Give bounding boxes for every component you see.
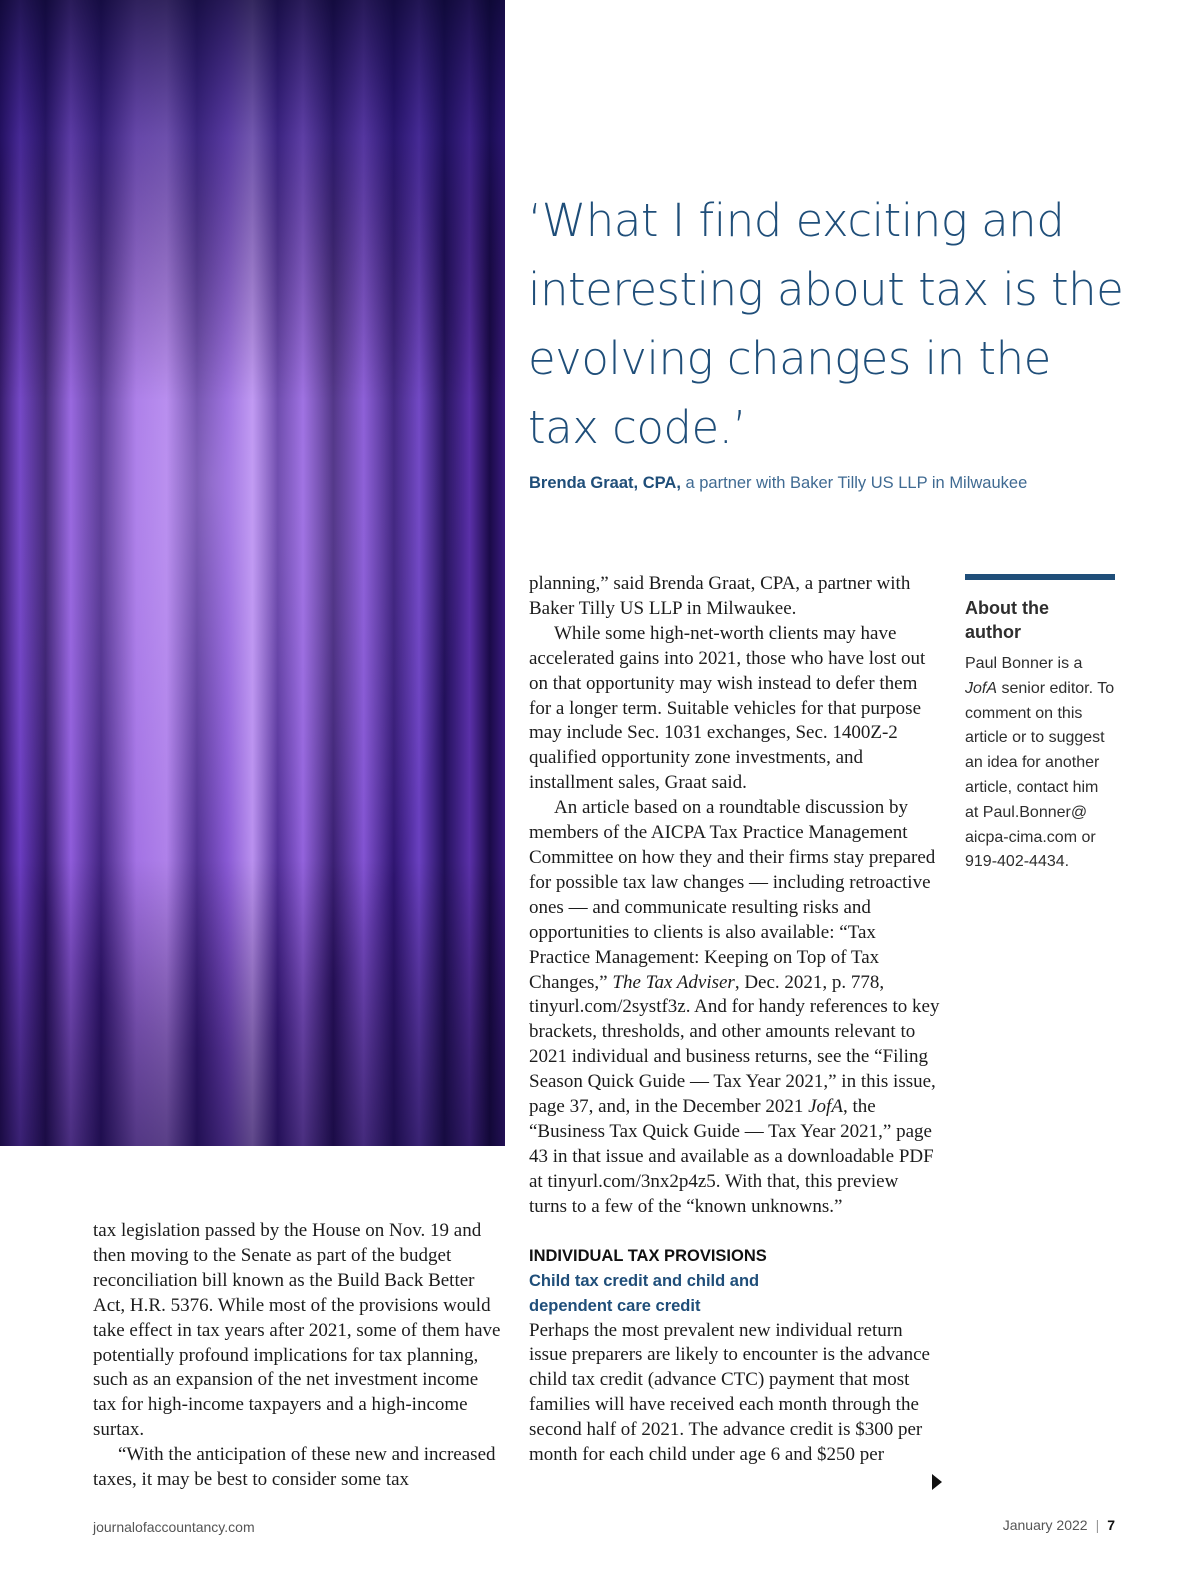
paragraph: planning,” said Brenda Graat, CPA, a partner with Baker Tilly US LLP in Milwaukee. <box>529 573 911 619</box>
text-run: senior editor. To comment on this article or to suggest an idea for another article, contact him at Paul.Bonner@ aicpa-cima.com or 919-402-4434. <box>965 679 1115 871</box>
sidebar-rule <box>965 574 1115 580</box>
sidebar-title: About the author <box>965 598 1049 642</box>
middle-column <box>529 572 941 1468</box>
text-run: , Dec. 2021, p. 778, tinyurl.com/2systf3z. And for handy references to key brackets, thresholds, and other amounts relevant to 2021 individual and business returns, see the “Filing Season Quick Guide — Tax Year 2021,” in this issue, page 37, and, in the December 2021 <box>529 971 940 1118</box>
paragraph: While some high-net-worth clients may have accelerated gains into 2021, those who have lost out on that opportunity may wish instead to defer them for a longer term. Suitable vehicles for that purpose may include Sec. 1031 exchanges, Sec. 1400Z-2 qualified opportunity zone investments, and installment sales, Graat said. <box>529 622 926 794</box>
pull-quote-attribution <box>529 474 1129 493</box>
publication-title: JofA <box>808 1096 843 1118</box>
section-heading: INDIVIDUAL TAX PROVISIONS <box>529 1246 767 1265</box>
left-column <box>93 1219 503 1493</box>
text-run: An article based on a roundtable discussion by members of the AICPA Tax Practice Management Committee on how they and their firms stay prepared for possible tax law changes — including retroactive ones — and communicate resulting risks and opportunities to clients is also available: “Tax Practice Management: Keeping on Top of Tax Changes,” <box>529 797 936 993</box>
sub-heading: Child tax credit and child and dependent care credit <box>529 1271 760 1315</box>
footer-website: journalofaccountancy.com <box>93 1519 255 1535</box>
about-author-sidebar <box>965 574 1115 875</box>
attribution-name: Brenda Graat, CPA, <box>529 474 681 492</box>
footer-issue <box>1003 1517 1115 1533</box>
paragraph: “With the anticipation of these new and increased taxes, it may be best to consider some tax <box>93 1444 496 1491</box>
attribution-role: a partner with Baker Tilly US LLP in Milwaukee <box>685 474 1028 492</box>
footer-divider: | <box>1095 1517 1100 1533</box>
paragraph <box>529 796 941 1219</box>
issue-date: January 2022 <box>1002 1517 1088 1533</box>
paragraph: Perhaps the most prevalent new individual return issue preparers are likely to encounter is the advance child tax credit (advance CTC) payment that most families will have received each month through the second half of 2021. The advance credit is $300 per month for each child under age 6 and $250 per <box>529 1319 930 1466</box>
sidebar-body <box>965 652 1115 875</box>
page-number: 7 <box>1107 1517 1115 1533</box>
publication-title: JofA <box>965 679 998 697</box>
paragraph: tax legislation passed by the House on Nov. 19 and then moving to the Senate as part of the budget reconciliation bill known as the Build Back Better Act, H.R. 5376. While most of the provisions would take effect in tax years after 2021, some of them have potentially profound implications for tax planning, such as an expansion of the net investment income tax for high-income taxpayers and a high-income surtax. <box>93 1220 501 1441</box>
text-run: , the “Business Tax Quick Guide — Tax Year 2021,” page 43 in that issue and available as a downloadable PDF at tinyurl.com/3nx2p4z5. With that, this preview turns to a few of the “known unknowns.” <box>529 1096 934 1217</box>
curtain-image <box>0 0 505 1146</box>
publication-title: The Tax Adviser <box>612 971 735 993</box>
continue-arrow-icon <box>932 1474 942 1490</box>
text-run: Paul Bonner is a <box>965 655 1083 672</box>
pull-quote: ‘What I find exciting and interesting about tax is the evolving changes in the tax code.’ <box>528 194 1124 454</box>
